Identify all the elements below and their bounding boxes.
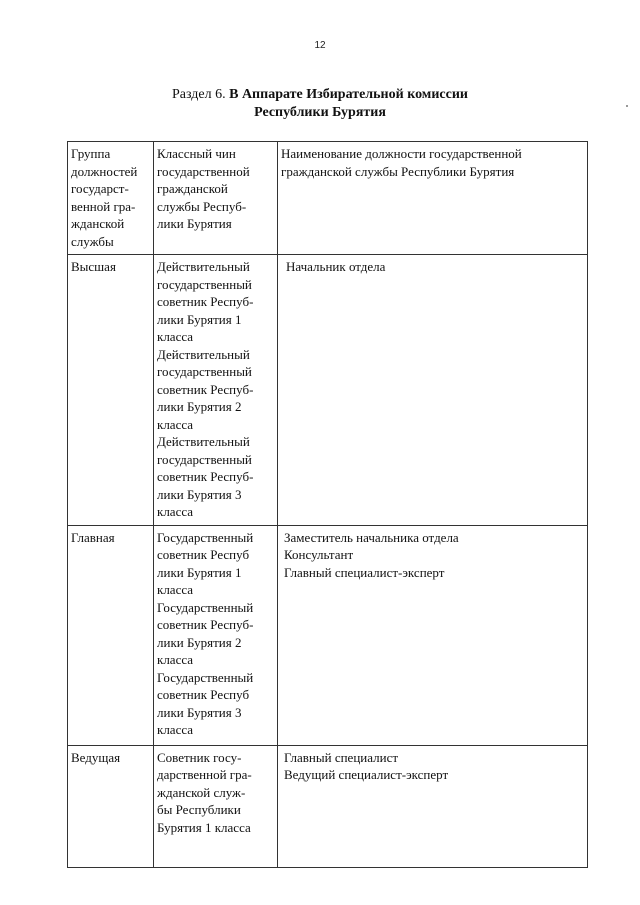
section-title-bold-1: В Аппарате Избирательной комиссии bbox=[229, 87, 468, 102]
page-number: 12 bbox=[314, 40, 326, 51]
cell-rank: Советник госу- дарственной гра- жданской служ- бы Республики Бурятия 1 класса bbox=[154, 745, 278, 867]
cell-positions: Главный специалист Ведущий специалист-эксперт bbox=[278, 745, 588, 867]
header-rank: Классный чин государственной гражданской службы Респуб- лики Бурятия bbox=[154, 142, 278, 255]
cell-group: Высшая bbox=[68, 255, 154, 526]
section-title-line-2: Республики Бурятия bbox=[254, 105, 386, 120]
cell-rank: Государственный советник Респуб лики Бурятия 1 класса Государственный советник Респуб- лики Бурятия 2 класса Государственный советник Респуб лики Бурятия 3 класса bbox=[154, 525, 278, 745]
table-row bbox=[68, 525, 588, 745]
header-group: Группа должностей государст- венной гра- жданской службы bbox=[68, 142, 154, 255]
section-prefix: Раздел 6. bbox=[172, 87, 230, 102]
section-title-line-1 bbox=[0, 86, 640, 104]
cell-group: Главная bbox=[68, 525, 154, 745]
table-row bbox=[68, 745, 588, 867]
table-row bbox=[68, 255, 588, 526]
cell-rank: Действительный государственный советник Респуб- лики Бурятия 1 класса Действительный государственный советник Респуб- лики Бурятия 2 класса Действительный государственный советник Респуб- лики Бурятия 3 класса bbox=[154, 255, 278, 526]
cell-group: Ведущая bbox=[68, 745, 154, 867]
section-title bbox=[0, 86, 640, 122]
civil-service-grades-table bbox=[67, 141, 588, 868]
header-position: Наименование должности государственной гражданской службы Республики Бурятия bbox=[278, 142, 588, 255]
cell-positions: Начальник отдела bbox=[278, 255, 588, 526]
scan-mark bbox=[626, 105, 628, 107]
table-header-row bbox=[68, 142, 588, 255]
cell-positions: Заместитель начальника отдела Консультант Главный специалист-эксперт bbox=[278, 525, 588, 745]
